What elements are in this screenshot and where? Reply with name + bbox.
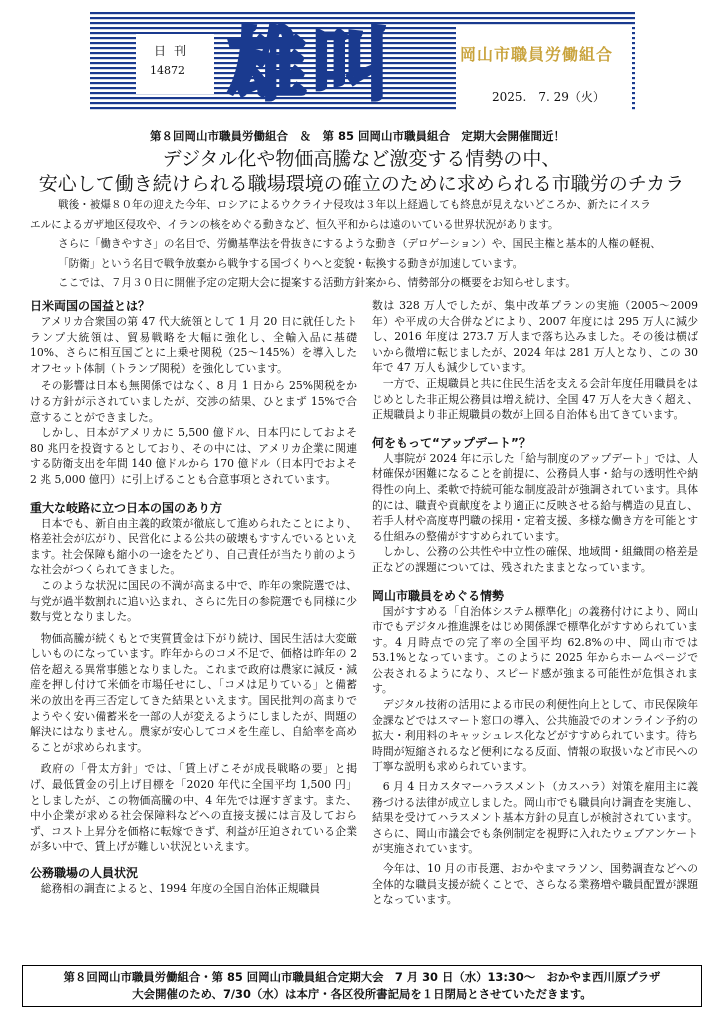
paragraph: 人事院が 2024 年に示した「給与制度のアップデート」では、人材確保が困難になることを前提に、公務員人事・給与の透明性や納得性の向上、柔軟で持続可能な制度設計が強調されています。具体的には、職責や貢献度をより適正に反映させる給与構造の見直し、若手人材や高度専門職の採用・定着支援、多様な働き方を可能とする仕組みの整備がすすめられています。 xyxy=(372,451,698,543)
section-heading: 何をもって“アップデート”？ xyxy=(372,435,531,450)
intro-line: 戦後・被爆８０年の迎えた今年、ロシアによるウクライナ侵攻は３年以上経過しても終息が見えないどころか、新たにイスラ xyxy=(58,199,651,211)
paragraph: 一方で、正規職員と共に住民生活を支える会計年度任用職員をはじめとした非正規公務員は増え続け、全国 47 万人を大きく超え、正規職員より非正規職員の数が上回る自治体も出てきています。 xyxy=(372,376,698,422)
issue-number: 14872 xyxy=(150,64,185,77)
svg-text:雄叫: 雄叫 xyxy=(228,21,397,108)
paragraph: 日本でも、新自由主義的政策が徹底して進められたことにより、格差社会が広がり、民営化による公共の破壊もすすんでいるといえます。社会保障も縮小の一途をたどり、自己責任が当たり前のような社会がつくられてきました。 xyxy=(30,516,357,577)
headline-line-2: 安心して働き続けられる職場環境の確立のために求められる市職労のチカラ xyxy=(38,173,685,195)
left-column xyxy=(30,298,357,897)
paragraph: 総務相の調査によると、1994 年度の全国自治体正規職員 xyxy=(40,882,321,895)
paragraph: 数は 328 万人でしたが、集中改革プランの実施（2005～2009 年）や平成の大合併などにより、2007 年度には 295 万人に減少し、2016 年度は 273.7 万人まで落ち込みました。その後は横ばいから微増に転じましたが、2024 年は 281 万人となり、この 30 年で 47 万人も減少しています。 xyxy=(372,299,698,375)
masthead xyxy=(90,12,635,112)
headline-subtitle: 第８回岡山市職員労働組合 ＆ 第 85 回岡山市職員組合 定期大会開催間近！ xyxy=(150,129,566,143)
intro-line: さらに「働きやすさ」の名目で、労働基準法を骨抜きにするような動き（デロゲーション）や、国民主権と基本的人権の軽視、 xyxy=(58,238,661,251)
paragraph: アメリカ合衆国の第 47 代大統領として 1 月 20 日に就任したトランプ大統領は、貿易戦略を大幅に強化し、全輸入品に基礎 10%、さらに相互国ごとに上乗せ関税（25～145%）を導入したオフセット体制（トランプ関税）を強化しています。 xyxy=(30,315,357,375)
section-heading: 重大な岐路に立つ日本の国のあり方 xyxy=(30,500,223,515)
right-column xyxy=(372,298,698,908)
paragraph: 政府の「骨太方針」では、「賃上げこそが成長戦略の要」と掲げ、最低賃金の引上げ目標を「2020 年代に全国平均 1,500 円」としましたが、この物価高騰の中、4 年先では遅すぎます。また、中小企業が求める社会保障料などへの直接支援には言及しておらず、コスト上昇分を価格に転嫁できず、利益が圧迫されている企業が多い中で、賃上げが難しい状況といえます。 xyxy=(30,762,357,854)
paragraph: その影響は日本も無関係ではなく、8 月 1 日から 25%関税をかける方針が示されていましたが、交渉の結果、ひとまず 15%で合意することができました。 xyxy=(30,379,357,424)
section-heading: 岡山市職員をめぐる情勢 xyxy=(372,588,505,603)
intro-line: エルによるガザ地区侵攻や、イランの核をめぐる動きなど、恒久平和からは遠のいている世界状況があります。 xyxy=(30,218,559,231)
issue-date: 2025. 7. 29（火） xyxy=(492,90,605,104)
paragraph: 6 月 4 日カスタマーハラスメント（カスハラ）対策を雇用主に義務づける法律が成立しました。岡山市でも職員向け調査を実施し、結果を受けてハラスメント基本方針の見直しが検討されています。さらに、岡山市議会でも条例制定を視野に入れたウェブアンケートが実施されています。 xyxy=(372,780,698,856)
footer-line-2: 大会開催のため、7/30（水）は本庁・各区役所書記局を１日閉局とさせていただきます。 xyxy=(132,987,592,1001)
daily-label: 日刊 xyxy=(154,44,195,58)
paragraph: 物価高騰が続くもとで実質賃金は下がり続け、国民生活は大変厳しいものになっています。昨年からのコメ不足で、価格は昨年の 2 倍を超える異常事態となりました。これまで政府は農家に減反・減産を押し付けて米価を市場任せにし、「コメは足りている」と備蓄米の放出を再三否定してきた結果といえます。国民批判の高まりでようやく安い備蓄米を一部の人が変えるようにしましたが、問題の解決にはなりません。農家が安心してコメを生産し、自給率を高めることが求められます。 xyxy=(30,631,357,754)
intro-line: 「防衛」という名目で戦争放棄から戦争する国づくりへと変貌・転換する動きが加速しています。 xyxy=(58,257,524,270)
headline-line-1: デジタル化や物価高騰など激変する情勢の中、 xyxy=(162,148,561,170)
union-box xyxy=(456,26,632,112)
paragraph: しかし、公務の公共性や中立性の確保、地域間・組織間の格差是正などの課題については、残されたままとなっています。 xyxy=(372,545,698,574)
paragraph: このような状況に国民の不満が高まる中で、昨年の衆院選では、与党が過半数割れに追い込まれ、さらに先日の参院選でも同様に少数与党となりました。 xyxy=(30,578,357,624)
paragraph: 今年は、10 月の市長選、おかやまマラソン、国勢調査などへの全体的な職員支援が続くことで、さらなる業務増や職員配置が課題となっています。 xyxy=(372,862,698,907)
intro-section xyxy=(30,196,700,294)
issue-box xyxy=(136,34,214,94)
footer-notice xyxy=(22,965,702,1007)
intro-line: ここでは、７月３０日に開催予定の定期大会に提案する活動方針案から、情勢部分の概要をお知らせします。 xyxy=(58,277,576,290)
footer-line-1: 第８回岡山市職員労働組合・第 85 回岡山市職員組合定期大会 7 月 30 日（水）13:30～ おかやま西川原プラザ xyxy=(63,970,661,984)
union-name: 岡山市職員労働組合 xyxy=(460,45,614,64)
section-heading: 公務職場の人員状況 xyxy=(30,866,139,880)
paragraph: しかし、日本がアメリカに 5,500 億ドル、日本円にしておよそ 80 兆円を投資するとしており、その中には、アメリカ企業に関連する防衛支出を年間 140 億ドルから 170 億ドル（日本円でおよそ 2 兆 5,000 億円）に引上げることも合意事項とされています。 xyxy=(30,426,357,486)
paragraph: デジタル技術の活用による市民の利便性向上として、市民保険年金課などではスマート窓口の導入、公共施設でのオンライン予約の拡大・利用料のキャッシュレス化などがすすめられています。待ち時間が短縮されるなど便利になる反面、情報の取扱いなど市民への丁寧な説明も求められています。 xyxy=(372,698,698,774)
paragraph: 国がすすめる「自治体システム標準化」の義務付けにより、岡山市でもデジタル推進課をはじめ関係課で標準化がすすめられています。4 月時点での完了率の全国平均 62.8%の中、岡山市では 53.1%となっています。このように 2025 年からホームページで公表されるようになり、スピード感が強まる可能性が危惧されます。 xyxy=(372,604,698,696)
masthead-title-logo xyxy=(220,16,440,108)
section-heading: 日米両国の国益とは？ xyxy=(30,299,151,313)
